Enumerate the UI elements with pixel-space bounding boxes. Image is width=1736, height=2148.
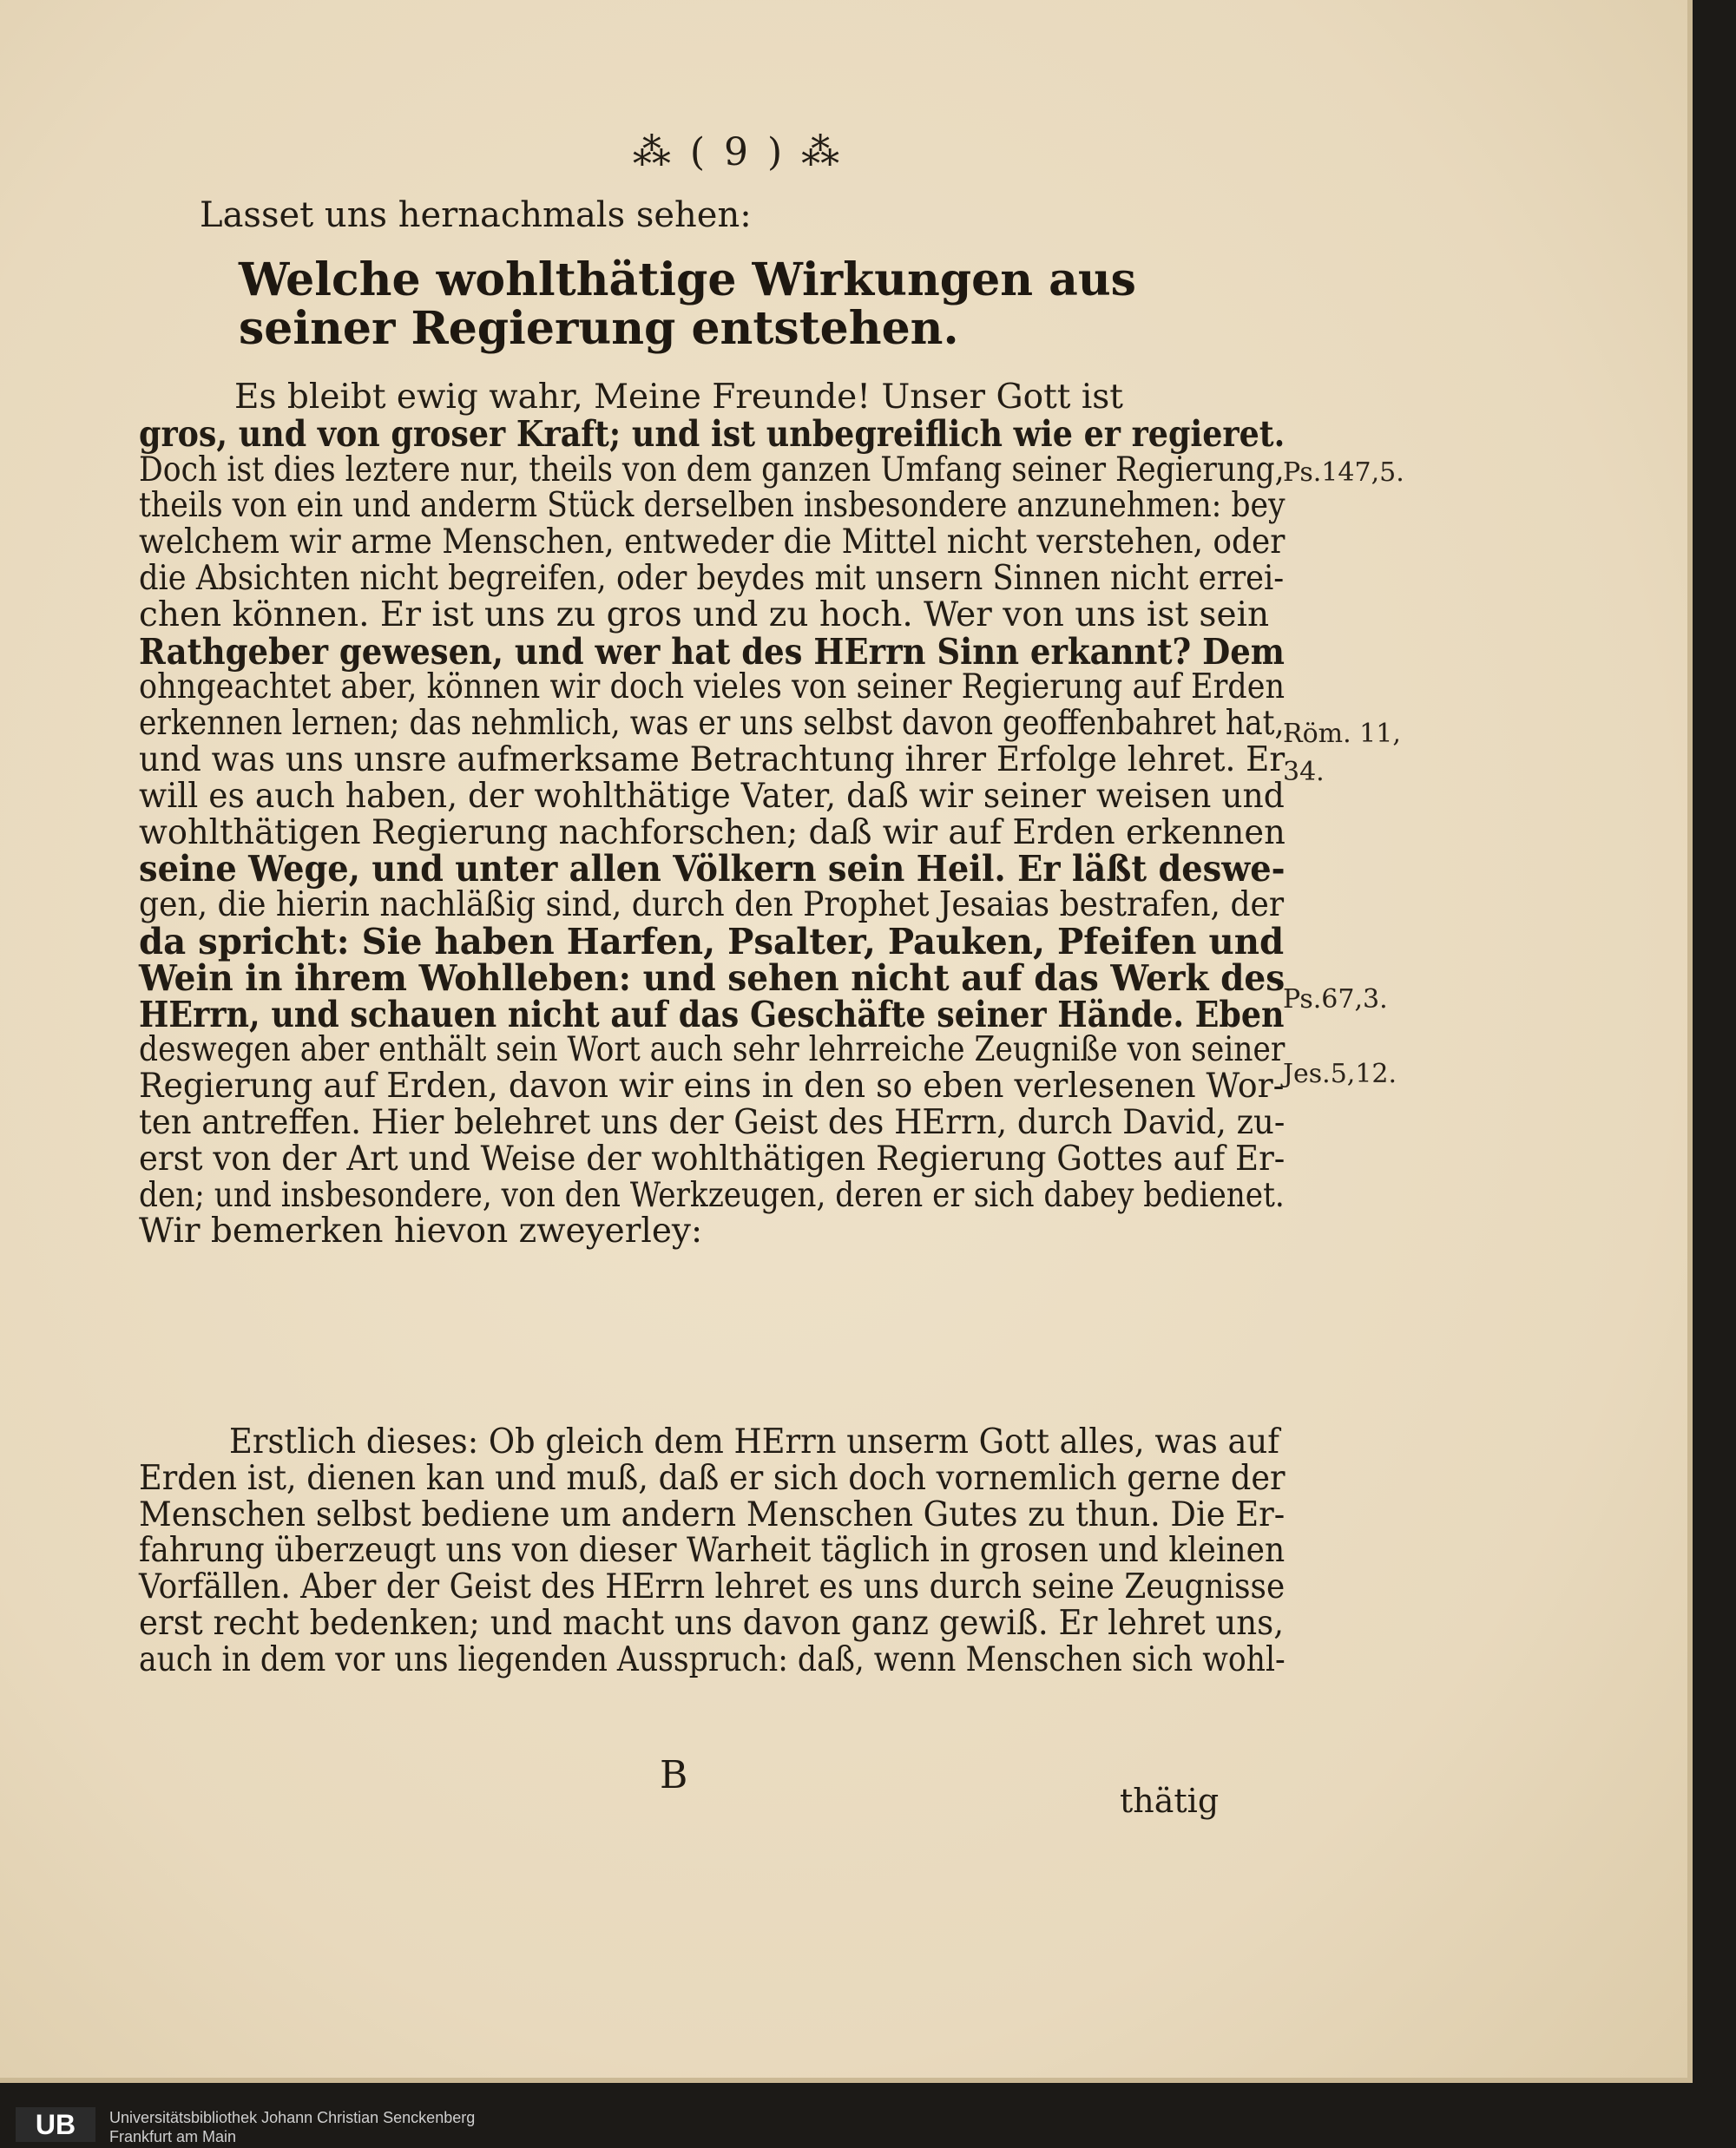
text-line: auch in dem vor uns liegenden Ausspruch: daß, wenn Menschen sich wohl- — [139, 1639, 1286, 1679]
text-line: HErrn, und schauen nicht auf das Geschäfte seiner Hände. Eben — [139, 993, 1285, 1035]
margin-note: 34. — [1283, 757, 1325, 787]
text-line: Erstlich dieses: Ob gleich dem HErrn unserm Gott alles, was auf — [228, 1422, 1279, 1462]
section-heading: Welche wohlthätige Wirkungen aus seiner Regierung entstehen. — [239, 253, 1136, 355]
catchword: thätig — [1120, 1782, 1220, 1820]
text-line: will es auch haben, der wohlthätige Vater, daß wir seiner weisen und — [139, 776, 1285, 816]
margin-note: Ps.67,3. — [1283, 984, 1388, 1015]
intro-line: Lasset uns hernachmals sehen: — [200, 195, 752, 235]
text-line: theils von ein und anderm Stück derselben insbesondere anzunehmen: bey — [139, 486, 1286, 526]
text-line: Vorfällen. Aber der Geist des HErrn lehret es uns durch seine Zeugnisse — [139, 1567, 1286, 1607]
text-line: ohngeachtet aber, können wir doch vieles von seiner Regierung auf Erden — [139, 667, 1286, 707]
text-line: erst recht bedenken; und macht uns davon ganz gewiß. Er lehret uns, — [139, 1603, 1285, 1643]
margin-note: Röm. 11, — [1283, 719, 1401, 749]
text-line: die Absichten nicht begreifen, oder beydes mit unsern Sinnen nicht errei- — [139, 558, 1285, 598]
paragraph-2 — [139, 1422, 1286, 1679]
institution-location: Frankfurt am Main — [109, 2128, 237, 2145]
text-line: Es bleibt ewig wahr, Meine Freunde! Unser Gott ist — [234, 378, 1123, 417]
text-line: den; und insbesondere, von den Werkzeugen, deren er sich dabey bedienet. — [139, 1175, 1285, 1215]
text-line: Menschen selbst bediene um andern Menschen Gutes zu thun. Die Er- — [139, 1494, 1286, 1534]
margin-note: Ps.147,5. — [1283, 457, 1404, 488]
text-line: erkennen lernen; das nehmlich, was er uns selbst davon geoffenbahret hat, — [139, 704, 1285, 744]
text-line: Doch ist dies leztere nur, theils von dem ganzen Umfang seiner Regierung, — [139, 450, 1285, 489]
text-line: chen können. Er ist uns zu gros und zu hoch. Wer von uns ist sein — [139, 594, 1270, 634]
text-line: welchem wir arme Menschen, entweder die Mittel nicht verstehen, oder — [139, 522, 1286, 562]
text-line: fahrung überzeugt uns von dieser Warheit täglich in grosen und kleinen — [139, 1531, 1286, 1571]
text-line: da spricht: Sie haben Harfen, Psalter, Pauken, Pfeifen und — [139, 920, 1285, 962]
text-line: und was uns unsre aufmerksame Betrachtung ihrer Erfolge lehret. Er — [139, 739, 1286, 779]
margin-note: Jes.5,12. — [1283, 1059, 1397, 1089]
text-line: erst von der Art und Weise der wohlthätigen Regierung Gottes auf Er- — [139, 1139, 1286, 1179]
text-line: Regierung auf Erden, davon wir eins in den so eben verlesenen Wor- — [139, 1067, 1285, 1107]
text-line: wohlthätigen Regierung nachforschen; daß wir auf Erden erkennen — [139, 812, 1286, 852]
text-line: gros, und von groser Kraft; und ist unbegreiflich wie er regieret. — [139, 412, 1286, 455]
signature-mark: B — [660, 1753, 688, 1797]
text-line: deswegen aber enthält sein Wort auch sehr lehrreiche Zeugniße von seiner — [139, 1030, 1286, 1070]
paragraph-1 — [139, 380, 1285, 1251]
institution-name: Universitätsbibliothek Johann Christian Senckenberg — [109, 2109, 476, 2126]
viewer-footer — [0, 2083, 1736, 2148]
text-line: Erden ist, dienen kan und muß, daß er sich doch vornemlich gerne der — [139, 1458, 1286, 1498]
text-line: Rathgeber gewesen, und wer hat des HErrn Sinn erkannt? Dem — [139, 630, 1285, 673]
ub-logo: UB — [16, 2107, 95, 2142]
text-line: gen, die hierin nachläßig sind, durch den Prophet Jesaias bestrafen, der — [139, 885, 1285, 925]
text-line: Wein in ihrem Wohlleben: und sehen nicht auf das Werk des — [139, 956, 1286, 999]
text-line: Wir bemerken hievon zweyerley: — [139, 1212, 703, 1251]
text-line: seine Wege, und unter allen Völkern sein Heil. Er läßt deswe- — [139, 848, 1286, 890]
text-line: ten antreffen. Hier belehret uns der Geist des HErrn, durch David, zu- — [139, 1102, 1286, 1142]
page-number-header: ⁂ ( 9 ) ⁂ — [632, 130, 844, 174]
